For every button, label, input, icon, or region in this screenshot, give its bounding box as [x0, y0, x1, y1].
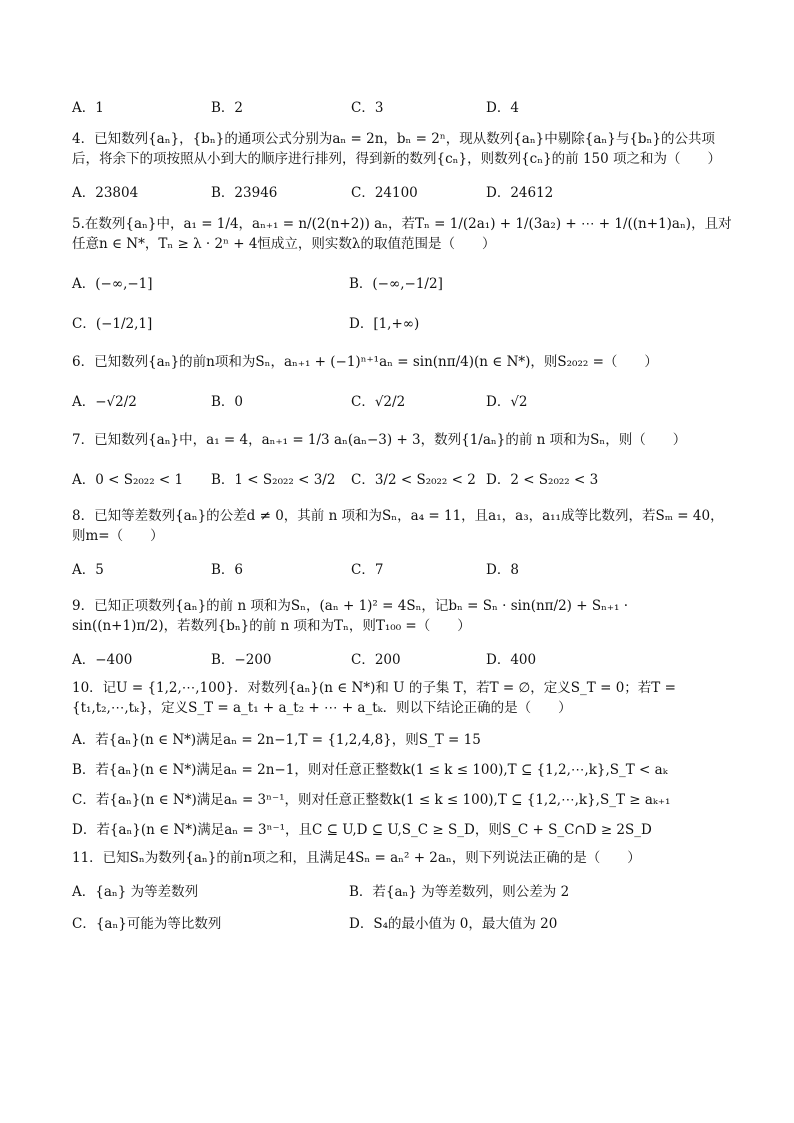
q5-option-b: B．(−∞,−1/2]	[349, 276, 443, 292]
q8-stem: 8．已知等差数列{aₙ}的公差d ≠ 0，其前 n 项和为Sₙ，a₄ = 11，且a₁，a₃，a₁₁成等比数列，若Sₘ = 40，则m=（ ）	[72, 508, 724, 544]
q10-option-c: C．若{aₙ}(n ∈ N*)满足aₙ = 3ⁿ⁻¹，则对任意正整数k(1 ≤ k ≤ 100),T ⊆ {1,2,⋯,k},S_T ≥ aₖ₊₁	[72, 792, 671, 808]
q4-stem: 4．已知数列{aₙ}，{bₙ}的通项公式分别为aₙ = 2n，bₙ = 2ⁿ，现从数列{aₙ}中剔除{aₙ}与{bₙ}的公共项后，将余下的项按照从小到大的顺序进行排列，得到新的数列{cₙ}，则数列{cₙ}的前 150 项之和为（ ）	[72, 131, 722, 167]
q7-stem: 7．已知数列{aₙ}中，a₁ = 4，aₙ₊₁ = 1/3 aₙ(aₙ−3) + 3，数列{1/aₙ}的前 n 项和为Sₙ，则（ ）	[72, 432, 687, 448]
q9-option-b: B．−200	[211, 652, 272, 668]
q6-option-c: C．√2/2	[351, 394, 406, 410]
q4-option-b: B．23946	[211, 185, 278, 201]
q11-option-a: A．{aₙ} 为等差数列	[72, 884, 199, 900]
q11-option-c: C．{aₙ}可能为等比数列	[72, 916, 222, 932]
q5-option-d: D．[1,+∞)	[349, 316, 420, 332]
q3-options	[72, 96, 732, 116]
q5-stem: 5.在数列{aₙ}中，a₁ = 1/4，aₙ₊₁ = n/(2(n+2)) aₙ，若Tₙ = 1/(2a₁) + 1/(3a₂) + ⋯ + 1/((n+1)aₙ)，且对任意n ∈ N*，Tₙ ≥ λ · 2ⁿ + 4恒成立，则实数λ的取值范围是（ ）	[72, 216, 732, 252]
q8-option-c: C．7	[351, 562, 384, 578]
q11-option-d: D．S₄的最小值为 0，最大值为 20	[349, 916, 558, 932]
q8-option-d: D．8	[486, 562, 519, 578]
q9-option-d: D．400	[486, 652, 537, 668]
q6-option-d: D．√2	[486, 394, 528, 410]
q9-option-c: C．200	[351, 652, 401, 668]
q4-option-d: D．24612	[486, 185, 554, 201]
q7-option-d: D．2 < S₂₀₂₂ < 3	[486, 472, 599, 488]
q11-option-b: B．若{aₙ} 为等差数列，则公差为 2	[349, 884, 570, 900]
q3-option-b: B．2	[211, 100, 244, 116]
q5-options-row2	[72, 312, 732, 332]
q7-option-b: B．1 < S₂₀₂₂ < 3/2	[211, 472, 336, 488]
q8-option-b: B．6	[211, 562, 244, 578]
q9-options	[72, 648, 732, 668]
q6-stem: 6．已知数列{aₙ}的前n项和为Sₙ，aₙ₊₁ + (−1)ⁿ⁺¹aₙ = sin(nπ/4)(n ∈ N*)，则S₂₀₂₂ =（ ）	[72, 354, 658, 370]
q4-option-a: A．23804	[72, 185, 139, 201]
q4-options	[72, 181, 732, 201]
q3-option-a: A．1	[72, 100, 104, 116]
q6-option-a: A．−√2/2	[72, 394, 137, 410]
q9-stem: 9．已知正项数列{aₙ}的前 n 项和为Sₙ，(aₙ + 1)² = 4Sₙ，记bₙ = Sₙ · sin(nπ/2) + Sₙ₊₁ · sin((n+1)π/2)，若数列{bₙ}的前 n 项和为Tₙ，则T₁₀₀ =（ ）	[72, 598, 629, 634]
q5-option-c: C．(−1/2,1]	[72, 316, 153, 332]
q7-options	[72, 468, 732, 488]
q10-option-b: B．若{aₙ}(n ∈ N*)满足aₙ = 2n−1，则对任意正整数k(1 ≤ k ≤ 100),T ⊆ {1,2,⋯,k},S_T < aₖ	[72, 762, 668, 778]
q10-stem: 10．记U = {1,2,⋯,100}．对数列{aₙ}(n ∈ N*)和 U 的子集 T，若T = ∅，定义S_T = 0；若T = {t₁,t₂,⋯,tₖ}，定义S_T = a_t₁ + a_t₂ + ⋯ + a_tₖ．则以下结论正确的是（ ）	[72, 680, 676, 716]
q3-option-d: D．4	[486, 100, 519, 116]
q6-options	[72, 390, 732, 410]
q9-option-a: A．−400	[72, 652, 133, 668]
q7-option-a: A．0 < S₂₀₂₂ < 1	[72, 472, 184, 488]
q8-options	[72, 558, 732, 578]
q5-option-a: A．(−∞,−1]	[72, 276, 153, 292]
exam-page	[72, 96, 732, 932]
q11-options-row1	[72, 880, 732, 900]
q4-option-c: C．24100	[351, 185, 418, 201]
q6-option-b: B．0	[211, 394, 244, 410]
q11-stem: 11．已知Sₙ为数列{aₙ}的前n项之和，且满足4Sₙ = aₙ² + 2aₙ，则下列说法正确的是（ ）	[72, 850, 641, 866]
q8-option-a: A．5	[72, 562, 104, 578]
q7-option-c: C．3/2 < S₂₀₂₂ < 2	[351, 472, 476, 488]
q11-options-row2	[72, 912, 732, 932]
q10-option-a: A．若{aₙ}(n ∈ N*)满足aₙ = 2n−1,T = {1,2,4,8}，则S_T = 15	[72, 732, 481, 748]
q5-options-row1	[72, 272, 732, 292]
q10-option-d: D．若{aₙ}(n ∈ N*)满足aₙ = 3ⁿ⁻¹，且C ⊆ U,D ⊆ U,S_C ≥ S_D，则S_C + S_C∩D ≥ 2S_D	[72, 822, 652, 838]
q3-option-c: C．3	[351, 100, 384, 116]
